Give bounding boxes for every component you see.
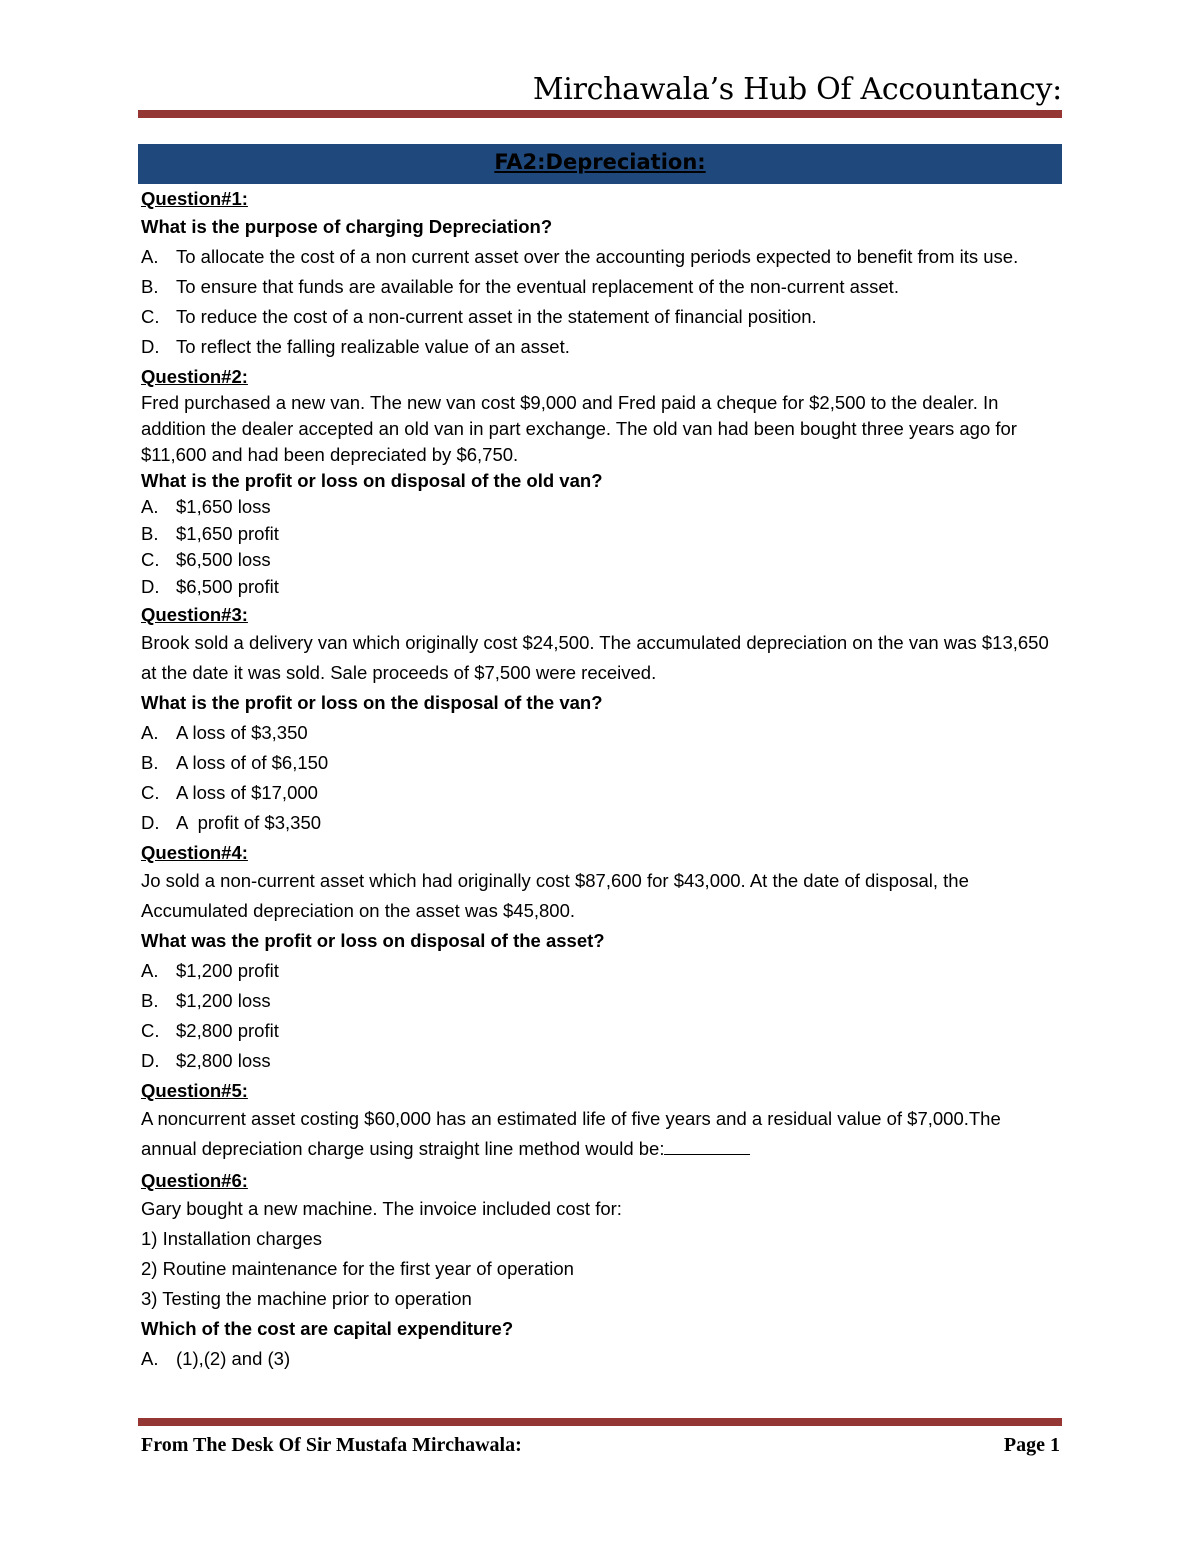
option-text: $2,800 loss xyxy=(176,1050,271,1071)
option-text: $1,200 profit xyxy=(176,960,279,981)
option-letter: C. xyxy=(141,1020,160,1041)
option-letter: A. xyxy=(141,1348,159,1369)
option-text: $6,500 loss xyxy=(176,549,271,570)
question-heading: Question#4: xyxy=(141,842,248,863)
option-text: To allocate the cost of a non current asset over the accounting periods expected to benefit from its use. xyxy=(176,246,1019,267)
question-heading: Question#5: xyxy=(141,1080,248,1101)
answer-option xyxy=(141,718,1060,748)
header-rule xyxy=(138,110,1062,118)
question-heading: Question#3: xyxy=(141,604,248,625)
option-letter: B. xyxy=(141,752,159,773)
option-text: $2,800 profit xyxy=(176,1020,279,1041)
answer-option xyxy=(141,547,1060,574)
option-text: $6,500 profit xyxy=(176,575,279,597)
list-item: 3) Testing the machine prior to operation xyxy=(141,1288,472,1309)
question-heading: Question#2: xyxy=(141,366,248,387)
answer-option xyxy=(141,1046,1060,1076)
answer-option xyxy=(141,521,1060,548)
option-letter: D. xyxy=(141,812,160,833)
answer-option xyxy=(141,302,1060,332)
footer-author: From The Desk Of Sir Mustafa Mirchawala: xyxy=(141,1434,522,1456)
option-letter: B. xyxy=(141,990,159,1011)
option-letter: D. xyxy=(141,1050,160,1071)
option-letter: B. xyxy=(141,522,159,544)
page-header-title: Mirchawala’s Hub Of Accountancy: xyxy=(532,72,1062,107)
question-body-wrapper xyxy=(141,1104,1060,1164)
page-number: Page 1 xyxy=(1003,1434,1060,1456)
answer-option xyxy=(141,242,1060,272)
option-text: To reduce the cost of a non-current asset in the statement of financial position. xyxy=(176,306,817,327)
question-body: Fred purchased a new van. The new van cost $9,000 and Fred paid a cheque for $2,500 to the dealer. In addition the dealer accepted an old van in part exchange. The old van had been bought three years ago for $11,600 and had been depreciated by $6,750. xyxy=(141,392,1017,465)
answer-option xyxy=(141,1016,1060,1046)
answer-option xyxy=(141,956,1060,986)
option-letter: C. xyxy=(141,549,160,570)
page-footer xyxy=(141,1430,1060,1460)
option-letter: C. xyxy=(141,782,160,803)
option-text: A profit of $3,350 xyxy=(176,812,322,833)
option-text: To reflect the falling realizable value of an asset. xyxy=(176,336,570,357)
option-text: $1,650 loss xyxy=(176,496,271,517)
section-title-bar xyxy=(138,144,1062,184)
option-letter: A. xyxy=(141,960,159,981)
answer-option xyxy=(141,574,1060,601)
option-text: A loss of $17,000 xyxy=(176,782,318,803)
option-text: To ensure that funds are available for the eventual replacement of the non-current asset. xyxy=(176,276,899,297)
footer-rule xyxy=(138,1418,1062,1426)
question-heading: Question#6: xyxy=(141,1170,248,1191)
option-letter: A. xyxy=(141,496,159,517)
option-letter: D. xyxy=(141,336,160,357)
option-letter: C. xyxy=(141,306,160,327)
answer-blank xyxy=(664,1136,750,1155)
question-prompt: Which of the cost are capital expenditure? xyxy=(141,1318,514,1339)
question-body: Jo sold a non-current asset which had originally cost $87,600 for $43,000. At the date of disposal, the Accumulated depreciation on the asset was $45,800. xyxy=(141,870,969,921)
question-list xyxy=(141,184,1060,1374)
question-prompt: What is the profit or loss on disposal of the old van? xyxy=(141,470,603,491)
option-letter: A. xyxy=(141,722,159,743)
answer-option xyxy=(141,332,1060,362)
option-letter: A. xyxy=(141,246,159,267)
option-text: $1,200 loss xyxy=(176,990,271,1011)
question-prompt: What is the purpose of charging Depreciation? xyxy=(141,216,553,237)
answer-option xyxy=(141,272,1060,302)
question-body: Brook sold a delivery van which originally cost $24,500. The accumulated depreciation on the van was $13,650 at the date it was sold. Sale proceeds of $7,500 were received. xyxy=(141,632,1049,683)
option-text: $1,650 profit xyxy=(176,522,279,544)
option-text: A loss of of $6,150 xyxy=(176,752,329,773)
option-text: A loss of $3,350 xyxy=(176,722,308,743)
section-title: FA2:Depreciation: xyxy=(494,150,706,174)
list-item: 2) Routine maintenance for the first year of operation xyxy=(141,1258,574,1279)
answer-option xyxy=(141,986,1060,1016)
answer-option xyxy=(141,494,1060,521)
answer-option xyxy=(141,1344,1060,1374)
answer-option xyxy=(141,748,1060,778)
answer-option xyxy=(141,778,1060,808)
option-letter: B. xyxy=(141,276,159,297)
option-letter: D. xyxy=(141,575,160,597)
list-item: 1) Installation charges xyxy=(141,1228,322,1249)
question-body: A noncurrent asset costing $60,000 has an estimated life of five years and a residual value of $7,000.The annual depreciation charge using straight line method would be: xyxy=(141,1108,1001,1159)
question-heading: Question#1: xyxy=(141,188,248,209)
answer-option xyxy=(141,808,1060,838)
question-prompt: What was the profit or loss on disposal of the asset? xyxy=(141,930,605,951)
question-body: Gary bought a new machine. The invoice included cost for: xyxy=(141,1198,622,1219)
question-prompt: What is the profit or loss on the disposal of the van? xyxy=(141,692,603,713)
option-text: (1),(2) and (3) xyxy=(176,1348,291,1369)
